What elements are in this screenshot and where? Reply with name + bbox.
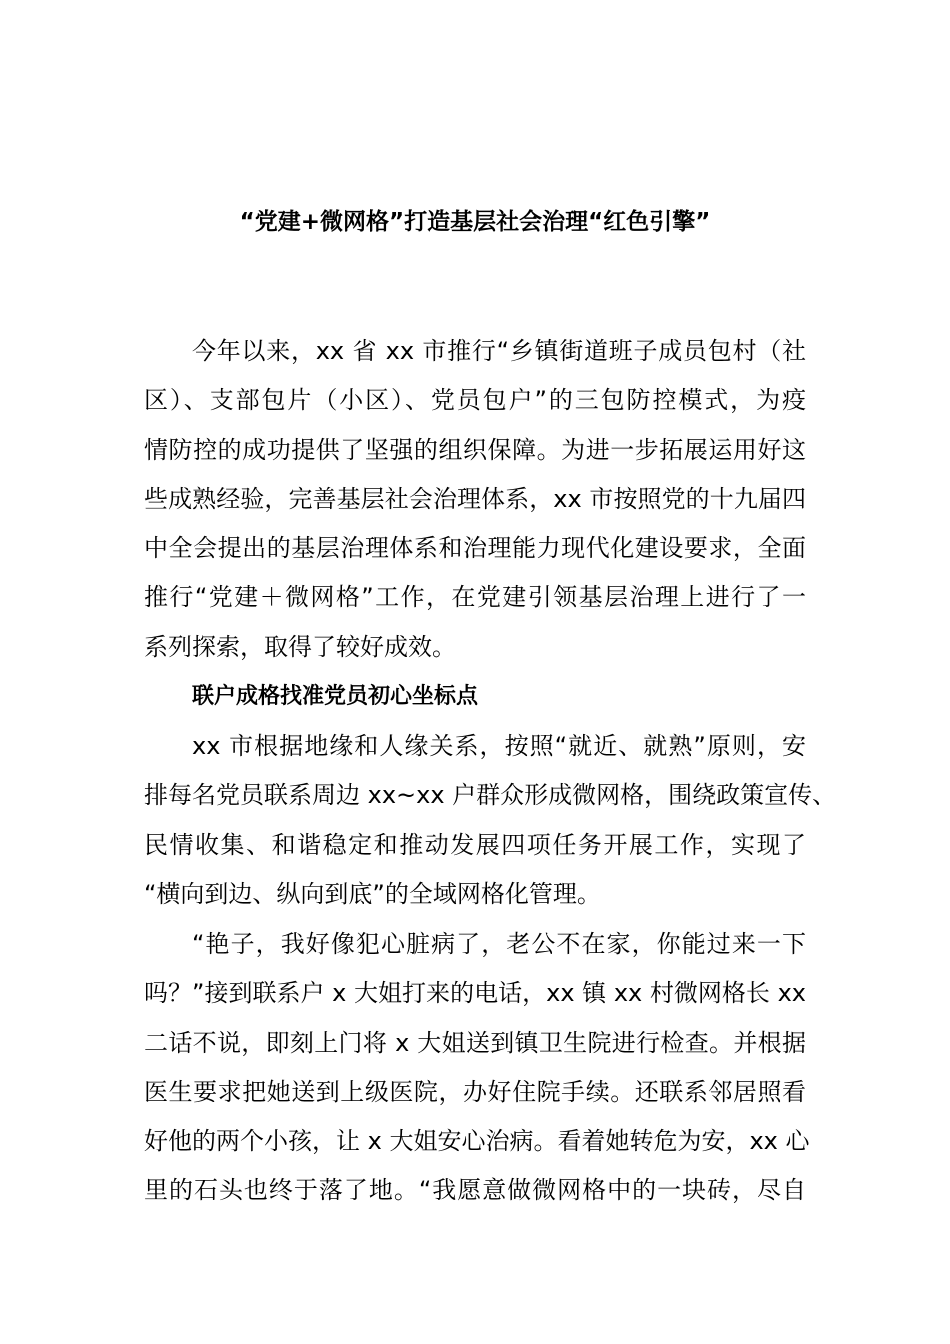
text-line: 系列探索，取得了较好成效。: [144, 632, 456, 661]
document-title: “党建+微网格”打造基层社会治理“红色引擎”: [239, 209, 711, 235]
text-line: “横向到边、纵向到底”的全域网格化管理。: [144, 879, 601, 908]
section-heading: 联户成格找准党员初心坐标点: [192, 684, 479, 709]
text-line: 医生要求把她送到上级医院，办好住院手续。还联系邻居照看: [144, 1077, 806, 1106]
text-line: 推行“党建＋微网格”工作，在党建引领基层治理上进行了一: [144, 583, 806, 612]
body-paragraph-3: [144, 920, 810, 1216]
body-paragraph-1: [144, 327, 806, 672]
text-line: 好他的两个小孩，让 x 大姐安心治病。看着她转危为安，xx 心: [144, 1127, 810, 1156]
text-line: 情防控的成功提供了坚强的组织保障。为进一步拓展运用好这: [144, 435, 806, 464]
text-line: 区）、支部包片（小区）、党员包户”的三包防控模式，为疫: [144, 386, 806, 415]
body-paragraph-2: [144, 722, 837, 919]
text-line: 中全会提出的基层治理体系和治理能力现代化建设要求，全面: [144, 534, 806, 563]
text-line: 些成熟经验，完善基层社会治理体系，xx 市按照党的十九届四: [144, 484, 806, 513]
text-line: “艳子，我好像犯心脏病了，老公不在家，你能过来一下: [192, 930, 806, 958]
text-line: 排每名党员联系周边 xx~xx 户群众形成微网格，围绕政策宣传、: [144, 781, 837, 810]
text-line: 吗？”接到联系户 x 大姐打来的电话，xx 镇 xx 村微网格长 xx: [144, 979, 806, 1008]
text-line: 里的石头也终于落了地。“我愿意做微网格中的一块砖，尽自: [144, 1176, 806, 1205]
text-line: 民情收集、和谐稳定和推动发展四项任务开展工作，实现了: [144, 830, 806, 859]
section-heading-block: [144, 672, 806, 721]
text-line: 今年以来，xx 省 xx 市推行“乡镇街道班子成员包村（社: [192, 337, 806, 365]
text-line: 二话不说，即刻上门将 x 大姐送到镇卫生院进行检查。并根据: [144, 1028, 806, 1057]
text-line: xx 市根据地缘和人缘关系，按照“就近、就熟”原则，安: [192, 732, 806, 760]
